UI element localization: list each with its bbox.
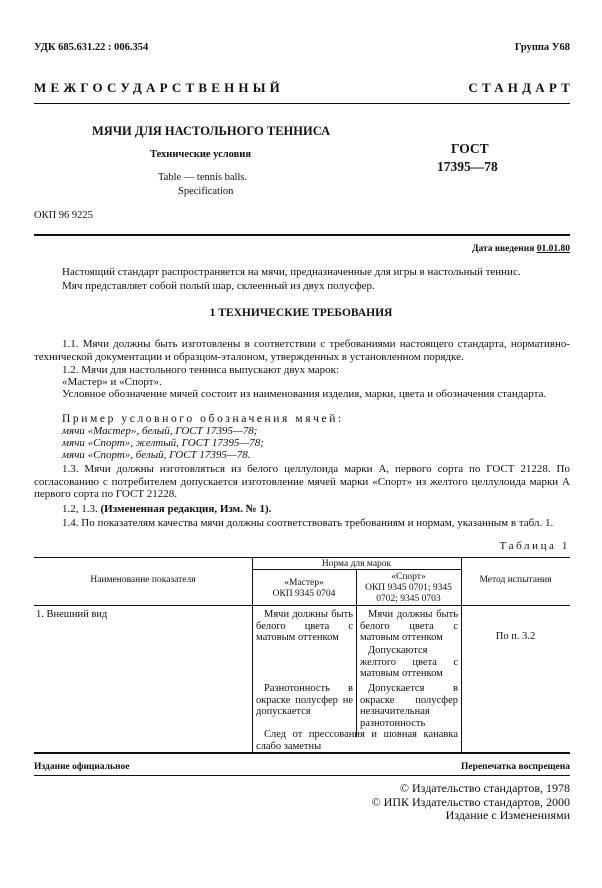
- doc-subtitle: Технические условия: [150, 149, 252, 160]
- english-subtitle: Specification: [178, 186, 234, 197]
- reprint-prohibited: Перепечатка воспрещена: [460, 762, 570, 772]
- col-master-okp: ОКП 9345 0704: [272, 589, 336, 599]
- footer-rule: [34, 775, 570, 776]
- clause-1-1: 1.1. Мячи должны быть изготовлены в соответствии с требованиями настоящего стандарта, нормативно-технической документации и образцом-эталоном, утвержденных в установленном порядке.: [34, 338, 570, 363]
- table-bottom-line: [34, 752, 570, 754]
- intro-paragraph-1: Настоящий стандарт распространяется на мячи, предназначенные для игры в настольный теннис.: [62, 266, 521, 278]
- row1-sport-tone: Допускается в окраске полусфер незначительная разнотонность: [360, 683, 458, 729]
- col-sport-okp2: 0702; 9345 0703: [376, 594, 441, 604]
- group-code: Группа У68: [514, 42, 570, 53]
- english-title: Table — tennis balls.: [158, 172, 248, 183]
- example-2: мячи «Спорт», желтый, ГОСТ 17395—78;: [62, 437, 264, 449]
- col-master-name: «Мастер»: [284, 578, 324, 588]
- gost-label: ГОСТ: [451, 141, 489, 156]
- edition-note: Издание с Изменениями: [445, 808, 570, 822]
- col-method: Метод испытания: [479, 575, 552, 585]
- table-col-line-3: [461, 557, 462, 753]
- banner: МЕЖГОСУДАРСТВЕННЫЙ СТАНДАРТ: [34, 80, 574, 95]
- intro-date-label: Дата введения: [471, 244, 535, 254]
- example-heading: Пример условного обозначения мячей:: [62, 413, 344, 425]
- table-1: [34, 557, 570, 753]
- clause-1-3: 1.3. Мячи должны изготовляться из белого целлулоида марки А, первого сорта по ГОСТ 21228. По согласованию с потребителем допускается изготовление мячей марки «Спорт» из желтого целлулоида марки А первого сорта по ГОСТ 21228.: [34, 463, 570, 500]
- title-rule: [34, 234, 570, 236]
- row1-indicator: 1. Внешний вид: [36, 609, 108, 620]
- row1-master-tone: Разнотонность в окраске полусфер не допускается: [256, 683, 353, 717]
- gost-number: 17395—78: [437, 159, 498, 174]
- clause-1-4: 1.4. По показателям качества мячи должны соответствовать требованиям и нормам, указанным в табл. 1.: [62, 517, 554, 529]
- clause-1-2-designation: Условное обозначение мячей состоит из наименования изделия, марки, цвета и обозначения стандарта.: [62, 388, 547, 400]
- top-rule: [34, 103, 570, 104]
- section-heading: 1 ТЕХНИЧЕСКИЕ ТРЕБОВАНИЯ: [209, 307, 393, 319]
- okp-code: ОКП 96 9225: [34, 210, 93, 221]
- intro-date-value: 01.01.80: [536, 244, 570, 254]
- copyright-2000: © ИПК Издательство стандартов, 2000: [371, 795, 570, 809]
- udk-code: УДК 685.631.22 : 006.354: [34, 42, 149, 53]
- example-3: мячи «Спорт», белый, ГОСТ 17395—78.: [62, 449, 251, 461]
- amendment-prefix: 1.2, 1.3.: [62, 503, 101, 515]
- doc-title: МЯЧИ ДЛЯ НАСТОЛЬНОГО ТЕННИСА: [92, 124, 331, 138]
- col-sport-name: «Спорт»: [391, 572, 426, 582]
- amendment-note: [34, 503, 570, 516]
- table-header-line: [34, 605, 570, 606]
- row1-sport-color: Мячи должны быть белого цвета с матовым оттенком: [360, 609, 458, 643]
- copyright-1978: © Издательство стандартов, 1978: [399, 781, 570, 795]
- intro-paragraph-2: Мяч представляет собой полый шар, склеенный из двух полусфер.: [62, 280, 375, 292]
- row1-seam: След от прессования и шовная канавка слабо заметны: [256, 729, 458, 752]
- amendment-text: (Измененная редакция, Изм. № 1).: [100, 503, 272, 515]
- col-norm: Норма для марок: [321, 559, 392, 569]
- row1-sport-yellow: Допускаются желтого цвета с матовым оттенком: [360, 645, 458, 679]
- row1-method: По п. 3.2: [495, 631, 536, 642]
- col-sport-okp1: ОКП 9345 0701; 9345: [365, 583, 452, 593]
- clause-1-2: 1.2. Мячи для настольного тенниса выпускают двух марок:: [62, 364, 340, 376]
- table-top-line: [34, 557, 570, 558]
- row1-master-color: Мячи должны быть белого цвета с матовым оттенком: [256, 609, 353, 643]
- table-caption: Таблица 1: [499, 540, 570, 552]
- example-1: мячи «Мастер», белый, ГОСТ 17395—78;: [62, 425, 258, 437]
- col-indicator: Наименование показателя: [90, 575, 196, 585]
- clause-1-2-marks: «Мастер» и «Спорт».: [62, 376, 162, 388]
- official-edition: Издание официальное: [34, 762, 130, 772]
- intro-date: [472, 244, 570, 254]
